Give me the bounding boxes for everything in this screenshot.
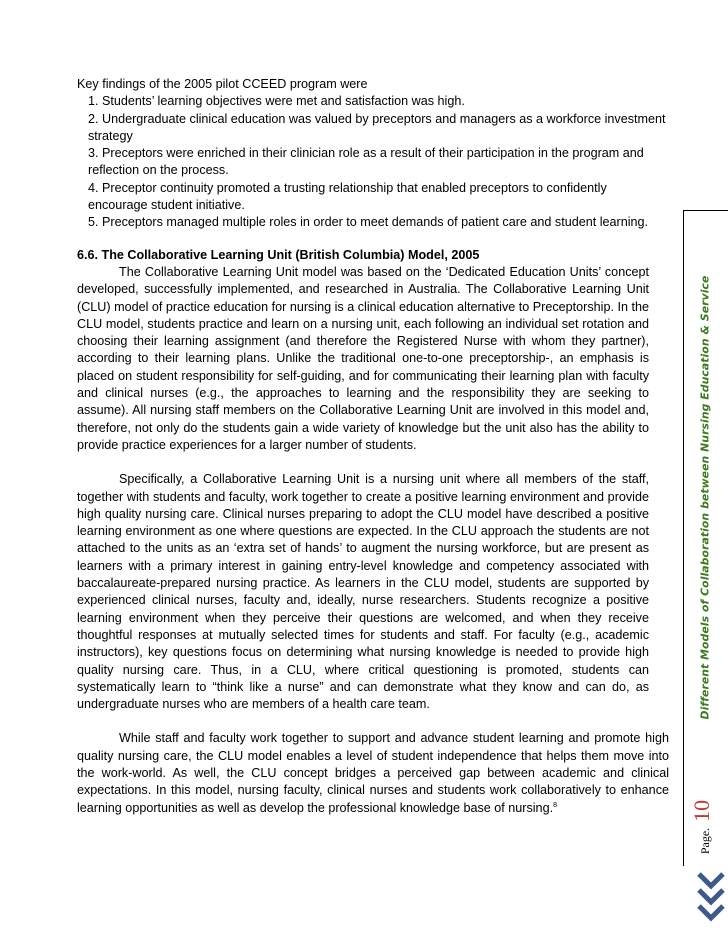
finding-item: 5. Preceptors managed multiple roles in order to meet demands of patient care and student learning. bbox=[88, 215, 649, 230]
finding-item: 3. Preceptors were enriched in their clinician role as a result of their participation in the program and reflection on the process. bbox=[88, 146, 644, 178]
sidebar-title bbox=[690, 275, 720, 719]
page-number: Page. 10 bbox=[689, 799, 715, 855]
finding-item: 1. Students’ learning objectives were met and satisfaction was high. bbox=[88, 94, 465, 109]
paragraph-text: While staff and faculty work together to support and advance student learning and promote high quality nursing care, the CLU model enables a level of student independence that helps them move into the work-world. As well, the CLU concept bridges a perceived gap between academic and clinical expectations. In this model, nursing faculty, clinical nurses and students work collaboratively to enhance learning opportunities as well as develop the professional knowledge base of nursing. bbox=[77, 731, 669, 815]
findings-list bbox=[77, 93, 669, 231]
finding-item: 4. Preceptor continuity promoted a trusting relationship that enabled preceptors to confidently encourage student initiative. bbox=[88, 180, 607, 213]
sidebar-title-text: Different Models of Collaboration between Nursing Education & Service bbox=[698, 275, 712, 719]
body-paragraph: Specifically, a Collaborative Learning Unit is a nursing unit where all members of the staff, together with students and faculty, work together to create a positive learning environment and provide high quality nursing care. Clinical nurses preparing to adopt the CLU model have described a positive learning environment as one where questions are expected. In the CLU approach the students are not attached to the units as an ‘extra set of hands’ to augment the nursing workforce, but are present as learners with a primary interest in gaining entry-level knowledge and competency associated with baccalaureate-prepared nursing practice. As learners in the CLU model, students are supported by experienced clinical nurses, faculty and, ideally, nurse researchers. Students recognize a positive learning environment when they perceive their questions are welcomed, and when they receive thoughtful responses at mutually selected times for students and staff. For faculty (e.g., academic instructors), key questions focus on determining what nursing knowledge is needed to provide high quality nursing care. Thus, in a CLU, where critical questioning is promoted, students can systematically learn to “think like a nurse” and can demonstrate what they know and can do, as undergraduate nurses who are members of a health care team. bbox=[77, 472, 649, 712]
section-heading: 6.6. The Collaborative Learning Unit (British Columbia) Model, 2005 bbox=[77, 247, 480, 262]
body-paragraph: The Collaborative Learning Unit model was based on the ‘Dedicated Education Units’ concept developed, successfully implemented, and researched in Australia. The Collaborative Learning Unit (CLU) model of practice education for nursing is a clinical education alternative to Preceptorship. In the CLU model, students practice and learn on a nursing unit, each following an individual set rotation and choosing their learning assignment (and therefore the Registered Nurse with whom they partner), according to their learning plans. Unlike the traditional one-to-one preceptorship-, an emphasis is placed on student responsibility for self-guiding, and for communicating their learning plan with faculty and clinical nurses (e.g., the approaches to learning and the responsibility they are seeking to assume). All nursing staff members on the Collaborative Learning Unit are involved in this model and, therefore, not only do the students gain a wide variety of knowledge but the unit also has the ability to provide practice experiences for a larger number of students. bbox=[77, 264, 649, 452]
page-label: Page bbox=[698, 830, 713, 855]
finding-item: 2. Undergraduate clinical education was valued by preceptors and managers as a workforce investment strategy bbox=[88, 111, 666, 143]
body-paragraph bbox=[77, 730, 669, 816]
page-number-value: 10 bbox=[689, 799, 715, 822]
page-body bbox=[77, 76, 669, 817]
findings-intro: Key findings of the 2005 pilot CCEED program were bbox=[77, 77, 368, 91]
footnote-ref[interactable]: 8 bbox=[553, 801, 557, 809]
chevron-down-icon bbox=[696, 870, 726, 926]
